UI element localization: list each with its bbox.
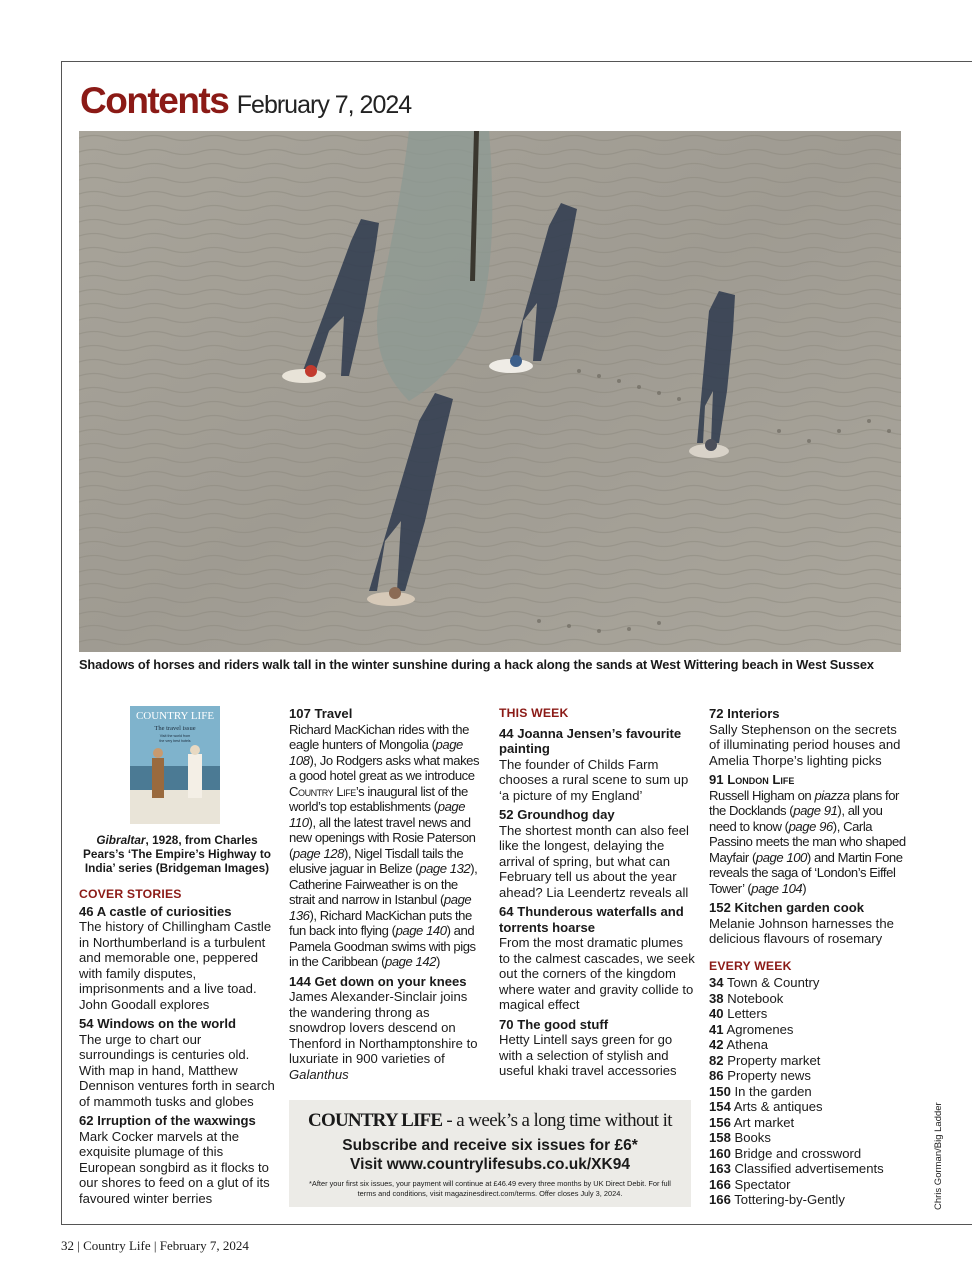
this-week-44[interactable] <box>499 726 695 804</box>
column-2 <box>289 706 483 1082</box>
cover-issue-sub-2: the very best hotels <box>159 739 191 743</box>
issue-date: February 7, 2024 <box>236 91 412 119</box>
entry-title: 91 London Life <box>709 772 795 787</box>
feature-interiors[interactable] <box>709 706 909 768</box>
list-item[interactable]: 82 Property market <box>709 1052 821 1068</box>
entry-body: From the most dramatic plumes to the calmest cascades, we seek out the corners of the kingdom where water and gravity collide to magical effect <box>499 935 695 1012</box>
list-item[interactable]: 158 Books <box>709 1130 771 1145</box>
list-item[interactable]: 34 Town & Country <box>709 975 820 990</box>
magazine-cover-image[interactable] <box>130 706 220 824</box>
list-item[interactable]: 40 Letters <box>709 1006 768 1021</box>
entry-body: Melanie Johnson harnesses the delicious flavours of rosemary <box>709 915 894 946</box>
this-week-52[interactable] <box>499 807 695 900</box>
column-1 <box>79 706 275 1206</box>
this-week-64[interactable] <box>499 904 695 1013</box>
cover-issue-sub-1: Visit the world from <box>159 734 191 738</box>
list-item[interactable]: 163 Classified advertisements <box>709 1161 884 1176</box>
cover-caption-title: Gibraltar <box>96 833 146 847</box>
entry-title: 64 Thunderous waterfalls and torrents hoarse <box>499 904 684 935</box>
entry-body: Richard MacKichan rides with the eagle hunters of Mongolia (page 108), Jo Rodgers asks what makes a good hotel great as we introduce Country Life’s inaugural list of the world’s top establishments (page 110), all the latest travel news and new openings with Rosie Paterson (page 128), Nigel Tisdall tails the elusive jaguar in Belize (page 132), Catherine Fairweather is on the strait and narrow in Istanbul (page 136), Richard MacKichan puts the fun back into flying (page 140) and Pamela Goodman swims with pigs in the Caribbean (page 142) <box>289 721 480 969</box>
entry-title: 54 Windows on the world <box>79 1016 237 1031</box>
promo-url[interactable]: Visit www.countrylifesubs.co.uk/XK94 <box>350 1156 630 1173</box>
list-item[interactable]: 42 Athena <box>709 1037 768 1052</box>
list-item[interactable]: 86 Property news <box>709 1068 811 1083</box>
promo-offer: Subscribe and receive six issues for £6* <box>342 1137 638 1154</box>
feature-london-life[interactable] <box>709 772 909 896</box>
entry-title: 107 Travel <box>289 706 353 721</box>
entry-title: 70 The good stuff <box>499 1016 609 1032</box>
column-4 <box>709 706 909 1208</box>
cover-story-46[interactable] <box>79 904 275 1013</box>
list-item[interactable]: 160 Bridge and crossword <box>709 1145 862 1161</box>
contents-heading: Contents <box>80 80 229 121</box>
page-title <box>80 80 411 122</box>
entry-title: 152 Kitchen garden cook <box>709 900 864 915</box>
photo-caption: Shadows of horses and riders walk tall in the winter sunshine during a hack along the sands at West Wittering beach in West Sussex <box>79 657 874 672</box>
cover-stories-heading: COVER STORIES <box>79 887 182 901</box>
this-week-70[interactable] <box>499 1017 695 1079</box>
entry-body: The urge to chart our surroundings is centuries old. With map in hand, Matthew Dennison ventures forth in search of mammoth tusks and globes <box>79 1031 275 1109</box>
cover-issue-title: The travel issue <box>154 725 196 732</box>
list-item[interactable]: 166 Spectator <box>709 1176 791 1192</box>
list-item[interactable]: 156 Art market <box>709 1114 795 1130</box>
entry-body: James Alexander-Sinclair joins the wandering throng as snowdrop lovers descend on Thenford in Northamptonshire to luxuriate in 900 varieties of Galanthus <box>289 989 478 1082</box>
promo-brand: COUNTRY LIFE - a week’s a long time without it <box>308 1110 672 1131</box>
entry-title: 44 Joanna Jensen’s favourite painting <box>499 725 682 756</box>
entry-body: Sally Stephenson on the secrets of illuminating period houses and Amelia Thorpe’s lighting picks <box>709 721 901 768</box>
entry-title: 144 Get down on your knees <box>289 973 467 989</box>
cover-caption-text: , 1928, from Charles Pears’s ‘The Empire’s Highway to India’ series (Bridgeman Images) <box>83 833 271 875</box>
cover-story-54[interactable] <box>79 1016 275 1109</box>
entry-title: 72 Interiors <box>709 706 780 721</box>
list-item[interactable]: 166 Tottering-by-Gently <box>709 1192 845 1207</box>
subscription-promo[interactable] <box>289 1100 691 1207</box>
every-week-list <box>709 975 909 1208</box>
cover-masthead: COUNTRY LIFE <box>135 710 215 722</box>
cover-story-62[interactable] <box>79 1113 275 1206</box>
page-footer: 32 | Country Life | February 7, 2024 <box>61 1238 249 1253</box>
this-week-heading: THIS WEEK <box>499 706 569 720</box>
entry-title: 46 A castle of curiosities <box>79 903 232 919</box>
hero-photo <box>79 131 901 652</box>
entry-title: 62 Irruption of the waxwings <box>79 1113 256 1128</box>
every-week-heading: EVERY WEEK <box>709 958 792 973</box>
list-item[interactable]: 38 Notebook <box>709 990 784 1006</box>
list-item[interactable]: 41 Agromenes <box>709 1021 794 1037</box>
feature-travel[interactable] <box>289 706 483 970</box>
entry-body: Hetty Lintell says green for go with a selection of stylish and useful khaki travel accessories <box>499 1032 677 1078</box>
feature-get-down[interactable] <box>289 974 483 1083</box>
entry-body: The shortest month can also feel like the longest, delaying the arrival of spring, but what can February tell us about the year ahead? Lia Leendertz reveals all <box>499 822 689 900</box>
feature-kitchen-garden[interactable] <box>709 900 909 947</box>
column-3 <box>499 706 695 1079</box>
promo-terms: *After your first six issues, your payment will continue at £46.49 every three months by UK Direct Debit. For full terms and conditions, visit magazinesdirect.com/terms. Offer closes July 3, 2024. <box>309 1179 671 1198</box>
entry-title: 52 Groundhog day <box>499 807 615 822</box>
list-item[interactable]: 150 In the garden <box>709 1083 812 1099</box>
photo-credit: Chris Gorman/Big Ladder <box>933 1102 944 1210</box>
entry-body: Russell Higham on piazza plans for the Docklands (page 91), all you need to know (page 96), Carla Passino meets the man who shaped Mayfair (page 100) and Martin Fone reveals the saga of ‘London’s Eiffel Tower’ (page 104) <box>709 787 906 896</box>
entry-body: Mark Cocker marvels at the exquisite plumage of this European songbird as it flocks to our shores to feed on a glut of its favoured winter berries <box>79 1128 270 1206</box>
entry-body: The history of Chillingham Castle in Northumberland is a turbulent and memorable one, peppered with family disputes, imprisonments and a live toad. John Goodall explores <box>79 919 272 1012</box>
entry-body: The founder of Childs Farm chooses a rural scene to sum up ‘a picture of my England’ <box>499 756 689 803</box>
list-item[interactable]: 154 Arts & antiques <box>709 1099 823 1114</box>
cover-caption <box>79 833 275 875</box>
